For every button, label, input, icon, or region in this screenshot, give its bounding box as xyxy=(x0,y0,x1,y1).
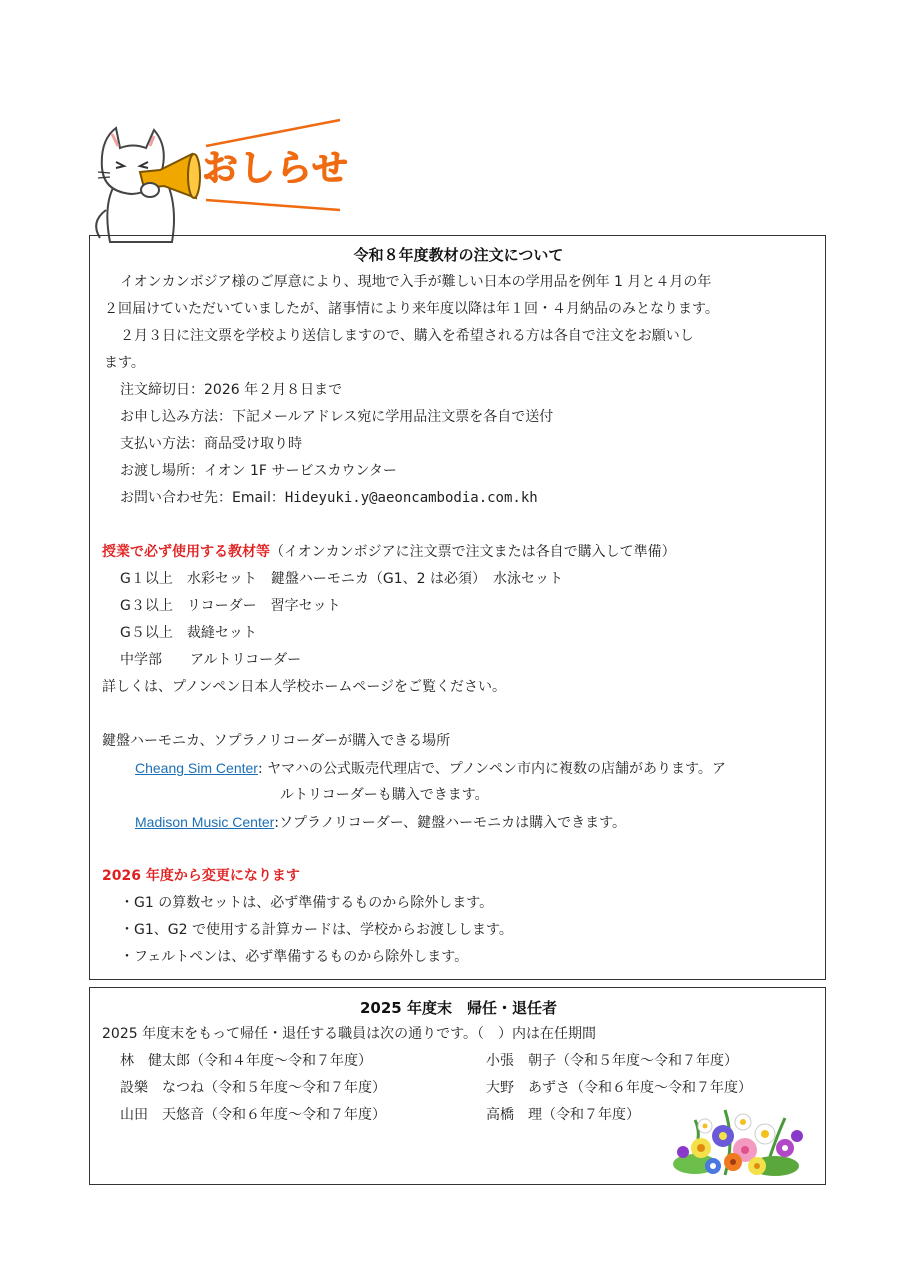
cheang-sim-link[interactable]: Cheang Sim Center xyxy=(135,760,258,776)
staff-title: 2025 年度末 帰任・退任者 xyxy=(360,999,557,1017)
materials-heading-line xyxy=(102,542,676,562)
paragraph-line: イオンカンボジア様のご厚意により、現地で入手が難しい日本の学用品を例年 1 月と４月の年 xyxy=(120,274,712,290)
change-item: ・G1、G2 で使用する計算カードは、学校からお渡しします。 xyxy=(120,922,513,938)
flower-bouquet-illustration xyxy=(665,1100,810,1188)
payment-method: 支払い方法：商品受け取り時 xyxy=(120,436,302,452)
notice-badge: おしらせ xyxy=(202,148,349,189)
order-method: お申し込み方法：下記メールアドレス宛に学用品注文票を各自で送付 xyxy=(120,409,554,425)
materials-row: G３以上 リコーダー 習字セット xyxy=(120,598,341,614)
shop-description: : ヤマハの公式販売代理店で、プノンペン市内に複数の店舗があります。ア xyxy=(257,761,726,777)
shop-madison xyxy=(135,812,626,833)
shop-description-cont: ルトリコーダーも購入できます。 xyxy=(280,787,489,803)
contact-email[interactable]: Hideyuki.y@aeoncambodia.com.kh xyxy=(284,490,538,506)
contact-line xyxy=(120,488,538,508)
paragraph-line: ます。 xyxy=(104,355,145,371)
contact-label: お問い合わせ先：Email： xyxy=(120,490,285,506)
materials-row: G５以上 裁縫セット xyxy=(120,625,257,641)
paragraph-line: ２月３日に注文票を学校より送信しますので、購入を希望される方は各自で注文をお願いし xyxy=(120,328,694,344)
staff-entry: 高橋 理（令和７年度） xyxy=(486,1107,640,1123)
order-deadline: 注文締切日：2026 年２月８日まで xyxy=(120,382,343,398)
shop-cheang-sim xyxy=(135,758,726,779)
materials-heading: 授業で必ず使用する教材等 xyxy=(102,544,270,560)
see-homepage-text: 詳しくは、プノンペン日本人学校ホームページをご覧ください。 xyxy=(102,679,507,695)
changes-heading: 2026 年度から変更になります xyxy=(102,868,300,884)
staff-entry: 山田 天悠音（令和６年度～令和７年度） xyxy=(120,1107,386,1123)
pickup-location: お渡し場所：イオン 1F サービスカウンター xyxy=(120,463,397,479)
madison-music-link[interactable]: Madison Music Center xyxy=(135,814,275,830)
materials-heading-note: （イオンカンボジアに注文票で注文または各自で購入して準備） xyxy=(270,544,676,560)
shop-description: :ソプラノリコーダー、鍵盤ハーモニカは購入できます。 xyxy=(274,815,627,831)
change-item: ・フェルトペンは、必ず準備するものから除外します。 xyxy=(120,949,469,965)
staff-entry: 小張 朝子（令和５年度～令和７年度） xyxy=(486,1053,738,1069)
materials-row: 中学部 アルトリコーダー xyxy=(120,652,302,668)
materials-row: G１以上 水彩セット 鍵盤ハーモニカ（G1、2 は必須） 水泳セット xyxy=(120,571,563,587)
paragraph-line: ２回届けていただいていましたが、諸事情により来年度以降は年１回・４月納品のみとなります。 xyxy=(104,301,719,317)
change-item: ・G1 の算数セットは、必ず準備するものから除外します。 xyxy=(120,895,494,911)
staff-intro: 2025 年度末をもって帰任・退任する職員は次の通りです。（ ）内は在任期間 xyxy=(102,1026,596,1042)
shops-heading: 鍵盤ハーモニカ、ソプラノリコーダーが購入できる場所 xyxy=(102,733,451,749)
staff-entry: 林 健太郎（令和４年度～令和７年度） xyxy=(120,1053,372,1069)
orders-notice-box xyxy=(89,235,826,980)
orders-title: 令和８年度教材の注文について xyxy=(353,246,564,264)
staff-entry: 大野 あずさ（令和６年度～令和７年度） xyxy=(486,1080,752,1096)
staff-entry: 設樂 なつね（令和５年度～令和７年度） xyxy=(120,1080,386,1096)
